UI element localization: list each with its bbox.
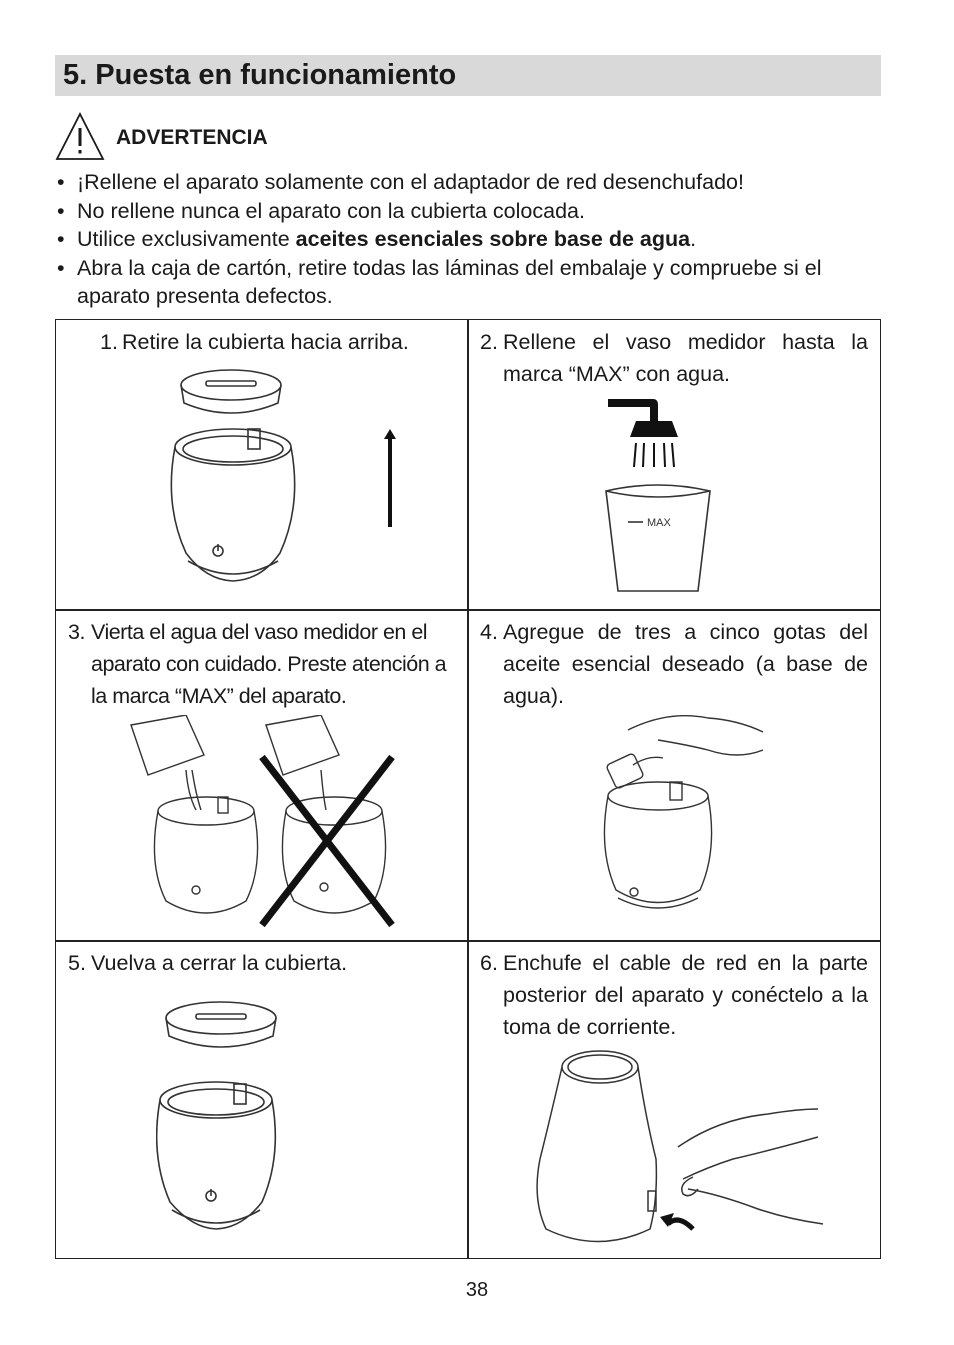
page-number: 38 (465, 1279, 489, 1301)
step-3 (68, 616, 458, 712)
add-oil-drops-illustration (588, 710, 828, 935)
step-2 (480, 326, 868, 390)
measuring-cup-tap-illustration (598, 395, 758, 605)
step-text: Vierta el agua del vaso medidor en el aparato con cuidado. Preste atención a la marca “MAX” del aparato. (91, 620, 447, 708)
step-5 (68, 947, 458, 979)
step-number: 4. (480, 620, 498, 644)
step-number: 6. (480, 951, 498, 975)
step-cell-4 (468, 610, 880, 940)
steps-grid (55, 319, 881, 1259)
step-number: 1. (100, 330, 118, 354)
warning-item: • Utilice exclusivamente aceites esenciales sobre base de agua. (55, 225, 885, 254)
section-title-bar (55, 55, 881, 96)
humidifier-lid-removal-illustration (166, 365, 396, 600)
plug-in-cable-illustration (528, 1049, 828, 1254)
warning-item: • Abra la caja de cartón, retire todas las láminas del embalaje y compruebe si el aparato presenta defectos. (55, 254, 885, 311)
warning-item: • ¡Rellene el aparato solamente con el adaptador de red desenchufado! (55, 168, 885, 197)
step-6 (480, 947, 868, 1043)
step-text: Enchufe el cable de red en la parte posterior del aparato y conéctelo a la toma de corriente. (503, 951, 868, 1039)
pour-water-illustration (126, 715, 426, 930)
step-cell-5 (56, 941, 467, 1258)
warning-list (55, 168, 885, 311)
step-number: 3. (68, 620, 85, 644)
warning-label: ADVERTENCIA (116, 126, 268, 149)
warning-triangle-icon (55, 112, 105, 162)
step-text: Agregue de tres a cinco gotas del aceite esencial deseado (a base de agua). (503, 620, 868, 708)
warning-header (55, 112, 355, 164)
step-cell-2 (468, 320, 880, 609)
max-mark-label: MAX (647, 517, 671, 529)
step-cell-1 (56, 320, 467, 609)
warning-item: • No rellene nunca el aparato con la cubierta colocada. (55, 197, 885, 226)
humidifier-lid-close-illustration (156, 996, 386, 1251)
step-text: Vuelva a cerrar la cubierta. (91, 951, 348, 975)
step-text: Rellene el vaso medidor hasta la marca “MAX” con agua. (503, 330, 868, 386)
step-text: Retire la cubierta hacia arriba. (122, 330, 409, 354)
step-cell-3 (56, 610, 467, 940)
step-1 (100, 326, 430, 358)
step-4 (480, 616, 868, 712)
step-number: 2. (480, 330, 498, 354)
step-cell-6 (468, 941, 880, 1258)
step-number: 5. (68, 951, 86, 975)
page-title: 5. Puesta en funcionamiento (63, 59, 457, 91)
bold-phrase: aceites esenciales sobre base de agua (295, 227, 691, 252)
